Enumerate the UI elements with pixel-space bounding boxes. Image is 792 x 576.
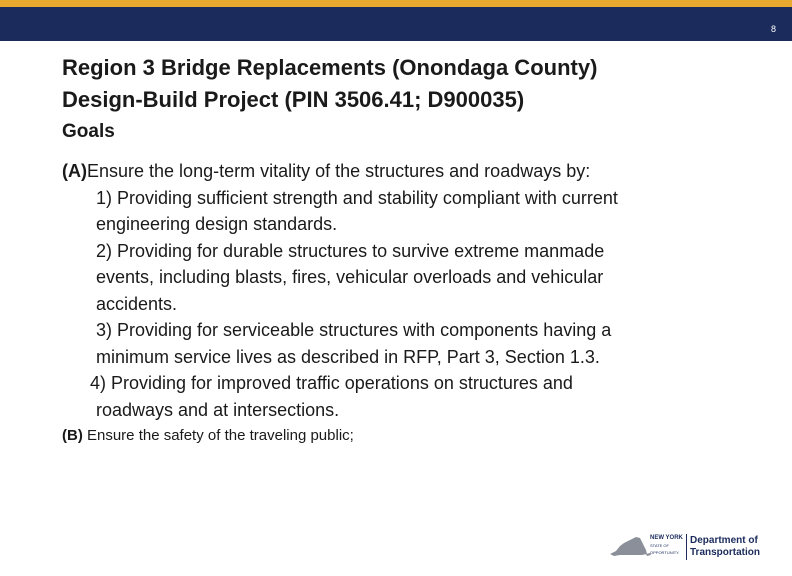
goal-b-text: Ensure the safety of the traveling public; xyxy=(82,427,354,444)
goal-b xyxy=(62,426,762,446)
goal-a xyxy=(62,158,762,185)
section-heading: Goals xyxy=(62,121,115,142)
title-line-2: Design-Build Project (PIN 3506.41; D900035) xyxy=(62,87,525,112)
goal-a-marker: (A) xyxy=(62,161,87,181)
goal-a-text: Ensure the long-term vitality of the structures and roadways by: xyxy=(87,161,591,181)
subitem-1 xyxy=(62,185,762,238)
subitem-3-line-1: 3) Providing for serviceable structures with components having a xyxy=(96,320,612,340)
title-line-1: Region 3 Bridge Replacements (Onondaga County) xyxy=(62,55,598,80)
subitem-1-line-1: 1) Providing sufficient strength and stability compliant with current xyxy=(96,187,618,208)
ny-line-3: OPPORTUNITY. xyxy=(650,550,680,555)
ny-line-1: NEW YORK xyxy=(650,535,683,541)
ny-line-2: STATE OF xyxy=(650,543,669,548)
subitem-4-line-2: roadways and at intersections. xyxy=(96,399,340,420)
top-accent-bar xyxy=(0,0,792,7)
subitem-4-line-1: 4) Providing for improved traffic operations on structures and xyxy=(90,373,573,393)
dept-line-1: Department of xyxy=(690,535,758,546)
subitem-1-line-2: engineering design standards. xyxy=(96,214,338,234)
subitem-4 xyxy=(62,370,762,423)
subitem-2-line-3: accidents. xyxy=(96,293,178,314)
slide-number: 8 xyxy=(770,24,776,34)
logo-divider xyxy=(686,534,687,560)
content-body xyxy=(62,158,762,446)
dot-wordmark xyxy=(690,535,760,559)
subitem-3 xyxy=(62,317,762,370)
goal-b-marker: (B) xyxy=(62,427,83,444)
slide-title xyxy=(62,52,762,116)
header-bar xyxy=(0,7,792,41)
subitem-2 xyxy=(62,238,762,318)
subitem-3-line-2: minimum service lives as described in RFP, Part 3, Section 1.3. xyxy=(96,346,600,367)
subitem-2-line-2: events, including blasts, fires, vehicular overloads and vehicular xyxy=(96,267,604,287)
ny-state-wordmark xyxy=(650,535,684,556)
nysdot-logo xyxy=(606,532,776,562)
subitem-2-line-1: 2) Providing for durable structures to survive extreme manmade xyxy=(96,240,605,261)
ny-state-map-icon xyxy=(606,534,652,560)
dept-line-2: Transportation xyxy=(690,547,761,558)
